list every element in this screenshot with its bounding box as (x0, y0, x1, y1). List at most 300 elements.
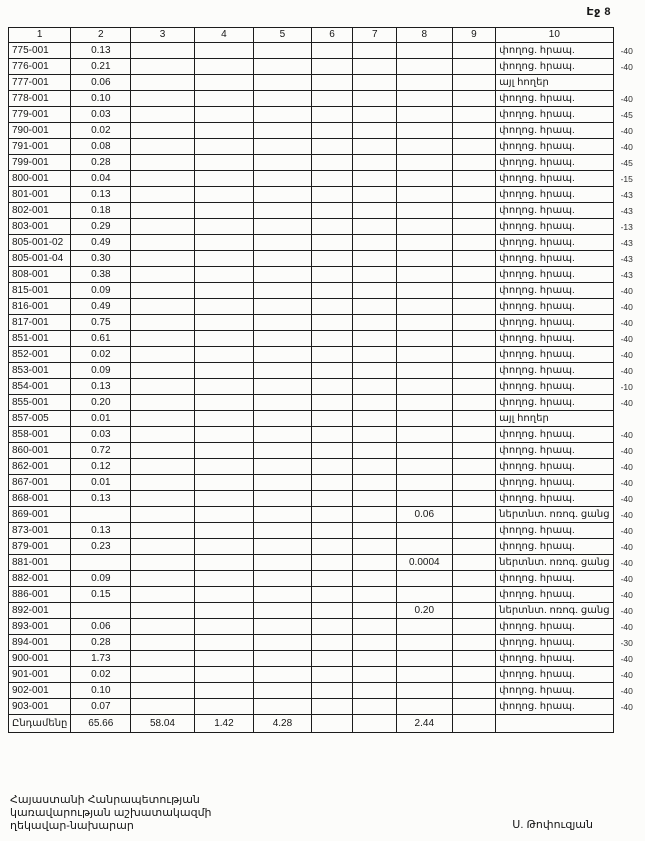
value-cell (397, 459, 453, 475)
parcel-code: 778-001 (9, 91, 71, 107)
value-cell (194, 171, 253, 187)
margin-note: -40 (620, 45, 633, 56)
parcel-code: 893-001 (9, 619, 71, 635)
value-cell (194, 267, 253, 283)
value-cell (311, 107, 353, 123)
value-cell (131, 187, 195, 203)
value-cell (194, 459, 253, 475)
land-category: փողոց. հրապ. (496, 251, 613, 267)
value-cell (194, 507, 253, 523)
value-cell (254, 683, 312, 699)
value-cell (131, 427, 195, 443)
parcel-code: 860-001 (9, 443, 71, 459)
value-cell (254, 395, 312, 411)
value-cell (254, 587, 312, 603)
value-cell: 0.10 (71, 91, 131, 107)
table-row (9, 635, 645, 651)
value-cell (353, 619, 397, 635)
value-cell (254, 155, 312, 171)
parcel-code: 851-001 (9, 331, 71, 347)
value-cell (254, 91, 312, 107)
value-cell: 0.01 (71, 475, 131, 491)
land-category: փողոց. հրապ. (496, 395, 613, 411)
land-category: փողոց. հրապ. (496, 219, 613, 235)
value-cell (194, 555, 253, 571)
value-cell (194, 43, 253, 59)
land-category: փողոց. հրապ. (496, 347, 613, 363)
value-cell (452, 683, 496, 699)
page-number: Էջ 8 (586, 6, 611, 18)
parcel-code: 868-001 (9, 491, 71, 507)
value-cell (452, 619, 496, 635)
value-cell (131, 699, 195, 715)
value-cell: 0.07 (71, 699, 131, 715)
value-cell (452, 523, 496, 539)
value-cell: 0.28 (71, 635, 131, 651)
value-cell (452, 459, 496, 475)
value-cell (397, 267, 453, 283)
value-cell: 0.21 (71, 59, 131, 75)
table-row (9, 603, 645, 619)
value-cell (311, 299, 353, 315)
value-cell (452, 187, 496, 203)
margin-note: -40 (620, 573, 633, 584)
land-category: փողոց. հրապ. (496, 91, 613, 107)
value-cell (254, 571, 312, 587)
parcel-code: 903-001 (9, 699, 71, 715)
value-cell (452, 315, 496, 331)
value-cell (353, 43, 397, 59)
value-cell (131, 555, 195, 571)
land-category: փողոց. հրապ. (496, 171, 613, 187)
margin-note: -40 (620, 445, 633, 456)
value-cell (311, 187, 353, 203)
margin-note: -43 (620, 205, 633, 216)
table-row (9, 379, 645, 395)
value-cell (397, 571, 453, 587)
value-cell (397, 299, 453, 315)
total-value: 58.04 (131, 715, 195, 733)
value-cell: 0.09 (71, 571, 131, 587)
footer-line: Հայաստանի Հանրապետության (10, 794, 200, 806)
value-cell: 0.10 (71, 683, 131, 699)
total-value (353, 715, 397, 733)
value-cell (311, 347, 353, 363)
value-cell (194, 59, 253, 75)
value-cell (131, 203, 195, 219)
parcel-code: 855-001 (9, 395, 71, 411)
land-category: փողոց. հրապ. (496, 123, 613, 139)
value-cell (397, 251, 453, 267)
value-cell (397, 331, 453, 347)
value-cell (452, 235, 496, 251)
value-cell: 0.09 (71, 363, 131, 379)
value-cell (353, 299, 397, 315)
margin-note-spacer (613, 28, 644, 43)
value-cell (131, 299, 195, 315)
value-cell: 0.38 (71, 267, 131, 283)
value-cell (353, 635, 397, 651)
land-category: փողոց. հրապ. (496, 699, 613, 715)
value-cell (194, 123, 253, 139)
value-cell: 0.20 (71, 395, 131, 411)
margin-note: -10 (620, 381, 633, 392)
value-cell (254, 139, 312, 155)
value-cell (131, 443, 195, 459)
parcel-code: 894-001 (9, 635, 71, 651)
value-cell (254, 539, 312, 555)
table-row (9, 619, 645, 635)
value-cell (254, 379, 312, 395)
margin-note: -40 (620, 605, 633, 616)
value-cell (131, 491, 195, 507)
value-cell (194, 699, 253, 715)
total-label: Ընդամենը (9, 715, 71, 733)
margin-note: -43 (620, 189, 633, 200)
margin-note: -40 (620, 429, 633, 440)
parcel-code: 881-001 (9, 555, 71, 571)
value-cell (131, 667, 195, 683)
margin-note: -43 (620, 237, 633, 248)
value-cell (311, 667, 353, 683)
value-cell (397, 283, 453, 299)
value-cell (194, 587, 253, 603)
table-row (9, 475, 645, 491)
parcel-code: 817-001 (9, 315, 71, 331)
land-category: փողոց. հրապ. (496, 299, 613, 315)
value-cell (353, 475, 397, 491)
margin-note: -40 (620, 141, 633, 152)
value-cell (131, 75, 195, 91)
value-cell (254, 603, 312, 619)
value-cell: 0.13 (71, 187, 131, 203)
column-header: 6 (311, 28, 353, 43)
value-cell (194, 283, 253, 299)
value-cell (131, 379, 195, 395)
value-cell (194, 347, 253, 363)
land-category: փողոց. հրապ. (496, 283, 613, 299)
value-cell (452, 203, 496, 219)
margin-note: -40 (620, 301, 633, 312)
value-cell (452, 107, 496, 123)
value-cell: 0.49 (71, 299, 131, 315)
margin-note: -40 (620, 397, 633, 408)
column-header: 2 (71, 28, 131, 43)
land-category: փողոց. հրապ. (496, 523, 613, 539)
value-cell (353, 59, 397, 75)
signature-name: Ս. Թոփուզյան (512, 819, 593, 831)
value-cell (353, 427, 397, 443)
parcel-code: 775-001 (9, 43, 71, 59)
land-category: փողոց. հրապ. (496, 459, 613, 475)
value-cell (353, 379, 397, 395)
parcel-code: 901-001 (9, 667, 71, 683)
value-cell (311, 651, 353, 667)
value-cell (353, 699, 397, 715)
value-cell: 0.06 (71, 619, 131, 635)
value-cell (194, 635, 253, 651)
value-cell (353, 91, 397, 107)
value-cell (452, 491, 496, 507)
value-cell: 0.75 (71, 315, 131, 331)
value-cell (397, 187, 453, 203)
land-category: փողոց. հրապ. (496, 667, 613, 683)
margin-note: -40 (620, 669, 633, 680)
value-cell (254, 475, 312, 491)
land-category: փողոց. հրապ. (496, 331, 613, 347)
table-row (9, 571, 645, 587)
margin-note: -40 (620, 653, 633, 664)
table-row (9, 235, 645, 251)
table-row (9, 555, 645, 571)
value-cell (131, 539, 195, 555)
column-header: 3 (131, 28, 195, 43)
value-cell (452, 299, 496, 315)
parcel-code: 886-001 (9, 587, 71, 603)
value-cell (311, 427, 353, 443)
value-cell (194, 523, 253, 539)
parcel-code: 808-001 (9, 267, 71, 283)
value-cell (131, 171, 195, 187)
value-cell (131, 267, 195, 283)
value-cell (254, 299, 312, 315)
value-cell (311, 139, 353, 155)
value-cell (311, 683, 353, 699)
table-row (9, 123, 645, 139)
table-row (9, 203, 645, 219)
value-cell (194, 299, 253, 315)
value-cell (131, 315, 195, 331)
value-cell (194, 379, 253, 395)
margin-note: -40 (620, 317, 633, 328)
value-cell (353, 395, 397, 411)
value-cell: 0.30 (71, 251, 131, 267)
value-cell (254, 619, 312, 635)
value-cell: 0.02 (71, 667, 131, 683)
land-category: փողոց. հրապ. (496, 315, 613, 331)
parcel-code: 854-001 (9, 379, 71, 395)
margin-note: -40 (620, 685, 633, 696)
value-cell: 0.0004 (397, 555, 453, 571)
value-cell (353, 267, 397, 283)
value-cell (397, 699, 453, 715)
margin-note: -40 (620, 621, 633, 632)
value-cell (452, 411, 496, 427)
value-cell (311, 59, 353, 75)
value-cell (194, 571, 253, 587)
value-cell (311, 155, 353, 171)
table-row (9, 299, 645, 315)
parcel-code: 815-001 (9, 283, 71, 299)
value-cell (397, 475, 453, 491)
table-row (9, 491, 645, 507)
parcel-code: 800-001 (9, 171, 71, 187)
value-cell (254, 507, 312, 523)
value-cell (397, 427, 453, 443)
value-cell (397, 523, 453, 539)
value-cell (131, 43, 195, 59)
total-value (452, 715, 496, 733)
value-cell: 0.08 (71, 139, 131, 155)
value-cell (194, 187, 253, 203)
value-cell: 0.29 (71, 219, 131, 235)
table-row (9, 507, 645, 523)
value-cell (353, 251, 397, 267)
margin-note: -40 (620, 365, 633, 376)
value-cell (311, 267, 353, 283)
total-value: 4.28 (254, 715, 312, 733)
value-cell (254, 347, 312, 363)
value-cell: 0.49 (71, 235, 131, 251)
value-cell (194, 539, 253, 555)
land-category: փողոց. հրապ. (496, 379, 613, 395)
value-cell (452, 283, 496, 299)
value-cell (311, 331, 353, 347)
table-row (9, 59, 645, 75)
land-category: փողոց. հրապ. (496, 427, 613, 443)
value-cell (194, 251, 253, 267)
margin-note: -40 (620, 589, 633, 600)
value-cell (194, 91, 253, 107)
value-cell (397, 59, 453, 75)
parcel-code: 852-001 (9, 347, 71, 363)
margin-note: -40 (620, 477, 633, 488)
value-cell (397, 347, 453, 363)
table-row (9, 107, 645, 123)
total-value (311, 715, 353, 733)
value-cell (254, 315, 312, 331)
value-cell (254, 59, 312, 75)
value-cell (311, 555, 353, 571)
value-cell (353, 587, 397, 603)
value-cell (254, 107, 312, 123)
parcel-code: 867-001 (9, 475, 71, 491)
value-cell (131, 363, 195, 379)
value-cell (353, 107, 397, 123)
value-cell (353, 411, 397, 427)
value-cell (194, 107, 253, 123)
margin-note: -40 (620, 333, 633, 344)
value-cell (254, 283, 312, 299)
value-cell (452, 219, 496, 235)
margin-note: -45 (620, 157, 633, 168)
value-cell (254, 251, 312, 267)
value-cell: 0.28 (71, 155, 131, 171)
value-cell: 0.06 (397, 507, 453, 523)
value-cell: 0.03 (71, 107, 131, 123)
value-cell (194, 395, 253, 411)
parcel-code: 790-001 (9, 123, 71, 139)
value-cell (131, 331, 195, 347)
value-cell (397, 443, 453, 459)
value-cell (311, 443, 353, 459)
value-cell (71, 507, 131, 523)
value-cell (397, 363, 453, 379)
value-cell (311, 411, 353, 427)
value-cell (131, 59, 195, 75)
value-cell (194, 219, 253, 235)
value-cell (194, 475, 253, 491)
land-category: փողոց. հրապ. (496, 235, 613, 251)
land-category: փողոց. հրապ. (496, 619, 613, 635)
value-cell (353, 171, 397, 187)
value-cell (194, 667, 253, 683)
parcel-table (8, 27, 645, 733)
margin-note: -40 (620, 125, 633, 136)
value-cell (131, 235, 195, 251)
value-cell (254, 411, 312, 427)
table-row (9, 171, 645, 187)
value-cell (353, 491, 397, 507)
value-cell (194, 139, 253, 155)
value-cell (353, 203, 397, 219)
value-cell (131, 587, 195, 603)
value-cell (194, 491, 253, 507)
value-cell (397, 539, 453, 555)
value-cell (353, 235, 397, 251)
parcel-code: 802-001 (9, 203, 71, 219)
column-header: 7 (353, 28, 397, 43)
margin-note: -45 (620, 109, 633, 120)
value-cell (452, 667, 496, 683)
value-cell: 0.20 (397, 603, 453, 619)
table-row (9, 523, 645, 539)
value-cell (353, 219, 397, 235)
value-cell (397, 219, 453, 235)
value-cell (397, 667, 453, 683)
land-category: ներտնտ. ոռոգ. ցանց (496, 555, 613, 571)
parcel-code: 873-001 (9, 523, 71, 539)
value-cell (311, 475, 353, 491)
value-cell: 0.23 (71, 539, 131, 555)
land-category: փողոց. հրապ. (496, 491, 613, 507)
parcel-code: 857-005 (9, 411, 71, 427)
value-cell (452, 539, 496, 555)
value-cell (254, 523, 312, 539)
value-cell (311, 459, 353, 475)
footer (10, 794, 637, 833)
column-header: 5 (254, 28, 312, 43)
margin-note: -15 (620, 173, 633, 184)
value-cell (397, 683, 453, 699)
margin-note (613, 715, 644, 733)
value-cell (397, 171, 453, 187)
column-header: 4 (194, 28, 253, 43)
table-header-row (9, 28, 645, 43)
table-row (9, 683, 645, 699)
table-row (9, 219, 645, 235)
value-cell (452, 251, 496, 267)
value-cell (254, 219, 312, 235)
value-cell (353, 459, 397, 475)
value-cell (353, 507, 397, 523)
value-cell (131, 411, 195, 427)
column-header: 1 (9, 28, 71, 43)
value-cell: 0.03 (71, 427, 131, 443)
parcel-code: 805-001-04 (9, 251, 71, 267)
land-category: այլ հողեր (496, 75, 613, 91)
table-row (9, 251, 645, 267)
land-category: փողոց. հրապ. (496, 107, 613, 123)
value-cell (353, 315, 397, 331)
value-cell (397, 203, 453, 219)
value-cell (353, 443, 397, 459)
margin-note: -40 (620, 701, 633, 712)
margin-note: -30 (620, 637, 633, 648)
value-cell (131, 107, 195, 123)
table-row (9, 539, 645, 555)
value-cell (397, 635, 453, 651)
